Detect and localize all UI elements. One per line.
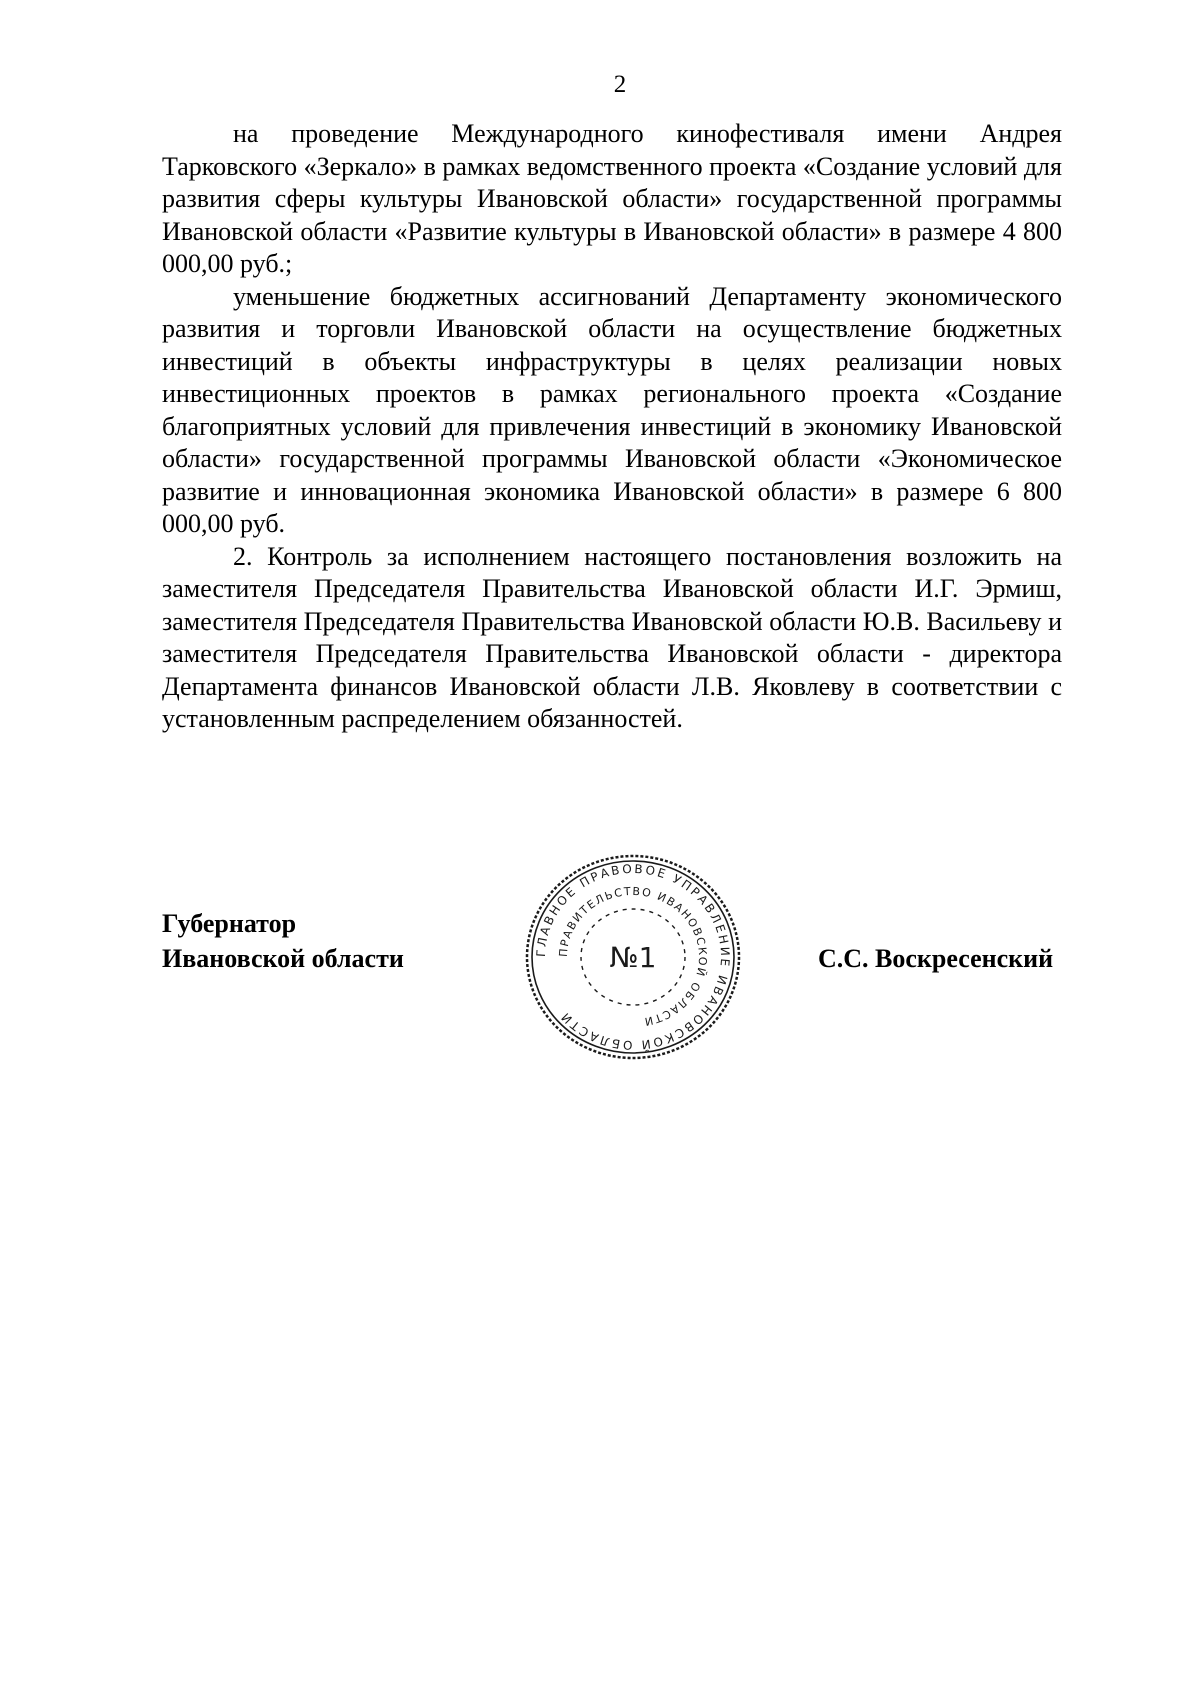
page-number: 2: [613, 71, 627, 98]
official-stamp: [522, 852, 744, 1062]
signatory-title: Губернатор: [162, 909, 297, 938]
document-body: [162, 118, 1062, 736]
stamp-seal-graphic: [522, 852, 744, 1062]
signatory-position: [162, 906, 404, 976]
svg-text:ПРАВИТЕЛЬСТВО ИВАНОВСКОЙ ОБЛАС: ПРАВИТЕЛЬСТВО ИВАНОВСКОЙ ОБЛАСТИ: [556, 884, 710, 1029]
paragraph-control-clause: 2. Контроль за исполнением настоящего постановления возложить на заместителя Председателя Правительства Ивановской области И.Г. Эрмиш, заместителя Председателя Правительства Ивановской области Ю.В. Васильеву и заместителя Председателя Правительства Ивановской области - директора Департамента финансов Ивановской области Л.В. Яковлеву в соответствии с установленным распределением обязанностей.: [162, 541, 1062, 733]
signatory-name: С.С. Воскресенский: [818, 944, 1054, 973]
svg-text:ГЛАВНОЕ ПРАВОВОЕ УПРАВЛЕНИЕ ИВ: ГЛАВНОЕ ПРАВОВОЕ УПРАВЛЕНИЕ ИВАНОВСКОЙ ОБЛАСТИ: [533, 861, 733, 1053]
signatory-region: Ивановской области: [162, 944, 404, 973]
paragraph-budget-reduction: уменьшение бюджетных ассигнований Департаменту экономического развития и торговли Ивановской области на осуществление бюджетных инвестиций в объекты инфраструктуры в целях реализации новых инвестиционных проектов в рамках регионального проекта «Создание благоприятных условий для привлечения инвестиций в экономику Ивановской области» государственной программы Ивановской области «Экономическое развитие и инновационная экономика Ивановской области» в размере 6 800 000,00 руб.: [162, 281, 1062, 538]
paragraph-festival-allocation: на проведение Международного кинофестиваля имени Андрея Тарковского «Зеркало» в рамках ведомственного проекта «Создание условий для развития сферы культуры Ивановской области» государственной программы Ивановской области «Развитие культуры в Ивановской области» в размере 4 800 000,00 руб.;: [162, 119, 1062, 278]
svg-text:№1: №1: [609, 941, 657, 974]
